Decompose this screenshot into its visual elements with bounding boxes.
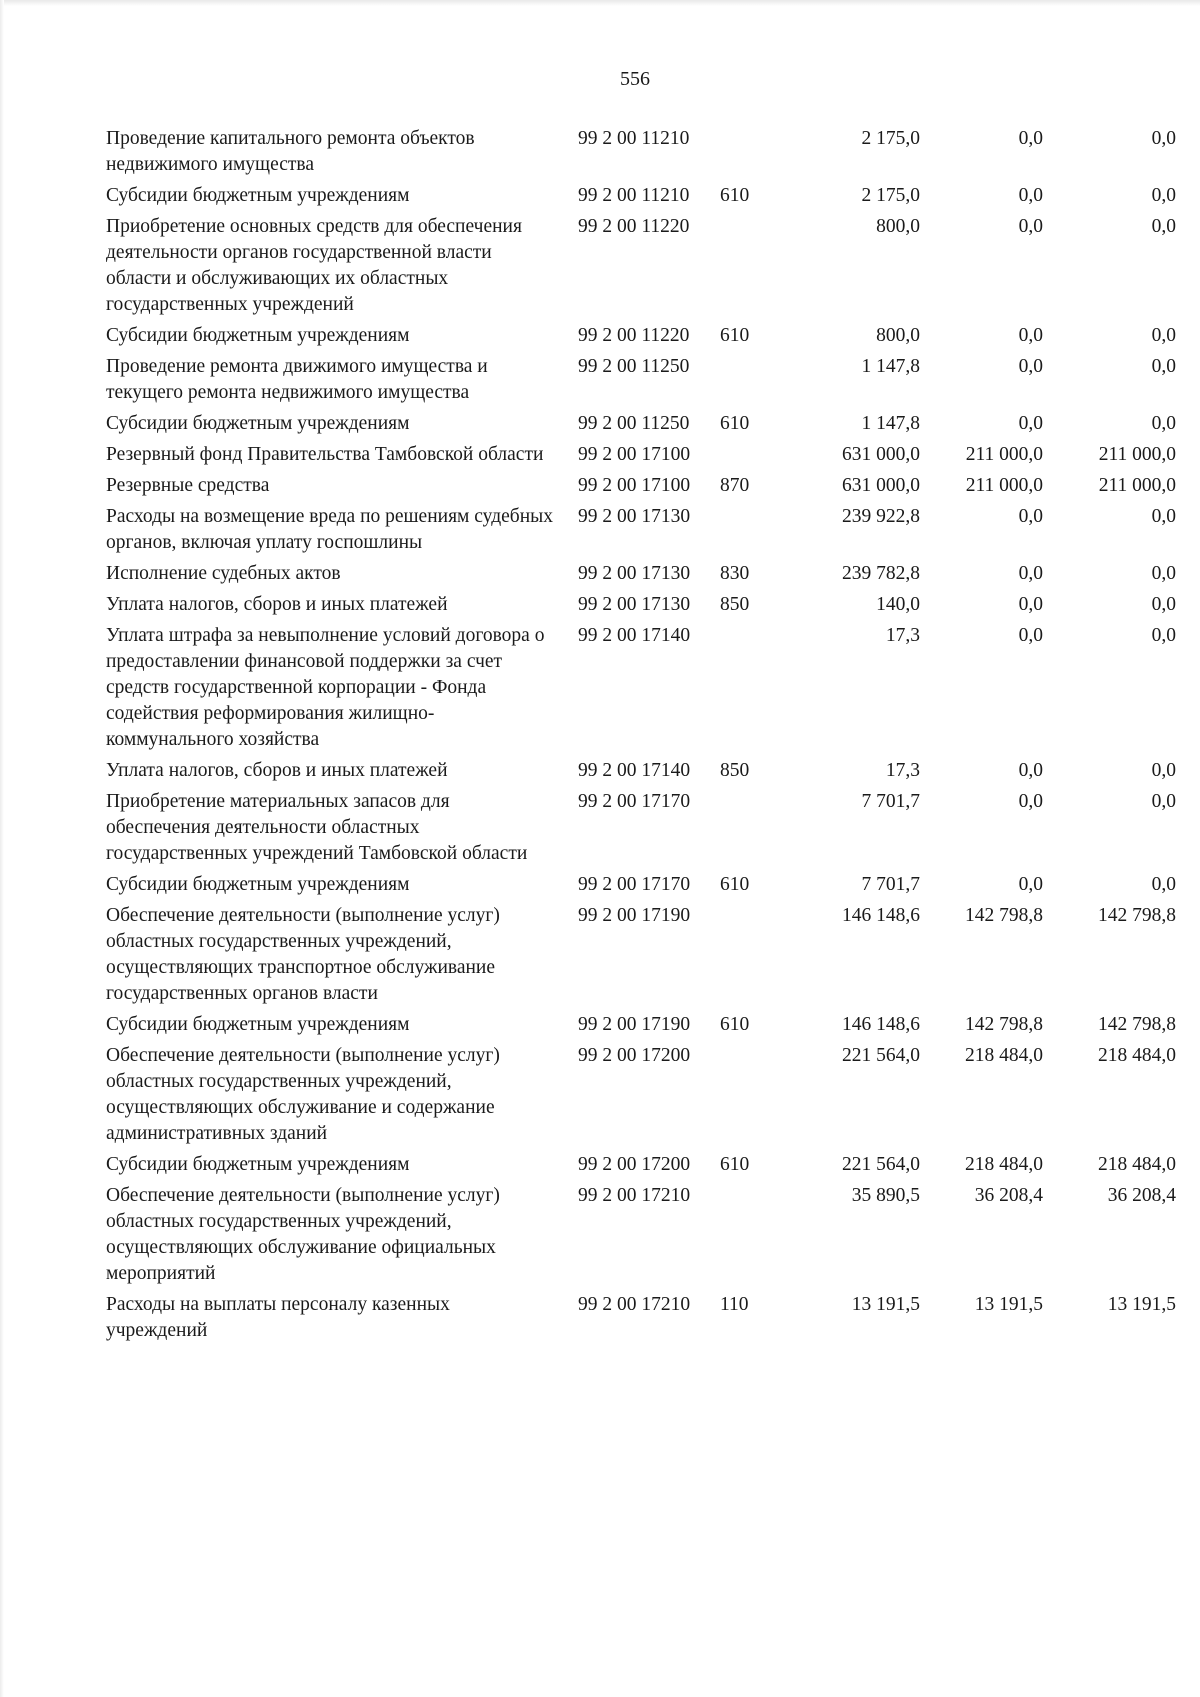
table-row bbox=[106, 504, 1176, 556]
row-expense-type: 610 bbox=[720, 1154, 750, 1175]
row-value-2: 142 798,8 bbox=[965, 1014, 1043, 1035]
row-name: Расходы на выплаты персоналу казенных учреждений bbox=[106, 1294, 450, 1341]
row-expense-type: 610 bbox=[720, 325, 750, 346]
row-expense-type: 870 bbox=[720, 475, 750, 496]
scan-edge-top bbox=[0, 0, 1200, 6]
row-value-1: 221 564,0 bbox=[842, 1154, 920, 1175]
row-code: 99 2 00 17140 bbox=[578, 625, 691, 646]
row-value-3: 218 484,0 bbox=[1098, 1045, 1176, 1066]
row-value-3: 0,0 bbox=[1151, 874, 1176, 895]
row-value-1: 2 175,0 bbox=[861, 185, 920, 206]
page-number: 556 bbox=[620, 68, 650, 90]
row-value-1: 17,3 bbox=[885, 625, 920, 646]
row-value-2: 142 798,8 bbox=[965, 905, 1043, 926]
row-name: Исполнение судебных актов bbox=[106, 563, 341, 584]
row-expense-type: 610 bbox=[720, 185, 750, 206]
row-name: Уплата штрафа за невыполнение условий договора о предоставлении финансовой поддержки за счет средств государственной корпорации - Фонда содействия реформирования жилищно-коммунального хозяйства bbox=[106, 625, 545, 750]
row-code: 99 2 00 11250 bbox=[578, 356, 690, 377]
row-value-2: 211 000,0 bbox=[965, 475, 1043, 496]
row-value-1: 1 147,8 bbox=[861, 356, 920, 377]
row-expense-type: 610 bbox=[720, 413, 750, 434]
row-value-2: 0,0 bbox=[1018, 325, 1043, 346]
row-name: Субсидии бюджетным учреждениям bbox=[106, 1014, 410, 1035]
row-value-3: 211 000,0 bbox=[1098, 475, 1176, 496]
row-value-2: 0,0 bbox=[1018, 563, 1043, 584]
table-row bbox=[106, 1043, 1176, 1147]
row-value-3: 0,0 bbox=[1151, 356, 1176, 377]
table-row bbox=[106, 623, 1176, 753]
row-name: Уплата налогов, сборов и иных платежей bbox=[106, 594, 448, 615]
row-code: 99 2 00 11220 bbox=[578, 325, 690, 346]
row-code: 99 2 00 17140 bbox=[578, 760, 691, 781]
row-code: 99 2 00 17210 bbox=[578, 1185, 691, 1206]
row-value-2: 0,0 bbox=[1018, 413, 1043, 434]
row-value-2: 218 484,0 bbox=[965, 1154, 1043, 1175]
row-code: 99 2 00 17170 bbox=[578, 791, 691, 812]
row-value-2: 0,0 bbox=[1018, 760, 1043, 781]
row-expense-type: 110 bbox=[720, 1294, 749, 1315]
row-code: 99 2 00 17130 bbox=[578, 563, 691, 584]
row-name: Субсидии бюджетным учреждениям bbox=[106, 185, 410, 206]
row-value-3: 0,0 bbox=[1151, 185, 1176, 206]
row-value-3: 142 798,8 bbox=[1098, 905, 1176, 926]
row-expense-type: 610 bbox=[720, 874, 750, 895]
row-value-3: 0,0 bbox=[1151, 791, 1176, 812]
row-name: Обеспечение деятельности (выполнение услуг) областных государственных учреждений, осуществляющих обслуживание официальных мероприятий bbox=[106, 1185, 500, 1284]
table-row bbox=[106, 323, 1176, 349]
row-name: Обеспечение деятельности (выполнение услуг) областных государственных учреждений, осуществляющих транспортное обслуживание государственных органов власти bbox=[106, 905, 500, 1004]
row-value-2: 36 208,4 bbox=[974, 1185, 1043, 1206]
row-value-1: 800,0 bbox=[876, 216, 920, 237]
table-row bbox=[106, 1152, 1176, 1178]
table-row bbox=[106, 872, 1176, 898]
row-name: Проведение ремонта движимого имущества и текущего ремонта недвижимого имущества bbox=[106, 356, 488, 403]
row-code: 99 2 00 17190 bbox=[578, 905, 691, 926]
row-value-3: 0,0 bbox=[1151, 563, 1176, 584]
table-row bbox=[106, 903, 1176, 1007]
row-value-2: 0,0 bbox=[1018, 128, 1043, 149]
row-value-1: 239 922,8 bbox=[842, 506, 920, 527]
row-value-2: 0,0 bbox=[1018, 625, 1043, 646]
row-value-3: 211 000,0 bbox=[1098, 444, 1176, 465]
row-name: Резервные средства bbox=[106, 475, 270, 496]
row-name: Субсидии бюджетным учреждениям bbox=[106, 1154, 410, 1175]
table-row bbox=[106, 126, 1176, 178]
table-row bbox=[106, 214, 1176, 318]
row-name: Приобретение основных средств для обеспечения деятельности органов государственной власти области и обслуживающих их областных государственных учреждений bbox=[106, 216, 522, 315]
row-value-1: 1 147,8 bbox=[861, 413, 920, 434]
row-value-1: 221 564,0 bbox=[842, 1045, 920, 1066]
row-code: 99 2 00 17190 bbox=[578, 1014, 691, 1035]
row-value-3: 36 208,4 bbox=[1107, 1185, 1176, 1206]
row-expense-type: 850 bbox=[720, 760, 750, 781]
table-row bbox=[106, 1292, 1176, 1344]
table-row bbox=[106, 473, 1176, 499]
row-name: Субсидии бюджетным учреждениям bbox=[106, 325, 410, 346]
row-name: Проведение капитального ремонта объектов недвижимого имущества bbox=[106, 128, 475, 175]
row-value-1: 7 701,7 bbox=[861, 791, 920, 812]
row-code: 99 2 00 17210 bbox=[578, 1294, 691, 1315]
row-value-2: 0,0 bbox=[1018, 791, 1043, 812]
row-code: 99 2 00 11210 bbox=[578, 128, 690, 149]
row-expense-type: 830 bbox=[720, 563, 750, 584]
row-value-1: 631 000,0 bbox=[842, 475, 920, 496]
row-value-2: 0,0 bbox=[1018, 185, 1043, 206]
row-name: Субсидии бюджетным учреждениям bbox=[106, 874, 410, 895]
row-value-2: 13 191,5 bbox=[974, 1294, 1043, 1315]
row-value-3: 0,0 bbox=[1151, 216, 1176, 237]
table-row bbox=[106, 561, 1176, 587]
row-name: Обеспечение деятельности (выполнение услуг) областных государственных учреждений, осуществляющих обслуживание и содержание административных зданий bbox=[106, 1045, 500, 1144]
row-code: 99 2 00 17100 bbox=[578, 444, 691, 465]
row-value-3: 0,0 bbox=[1151, 325, 1176, 346]
table-row bbox=[106, 183, 1176, 209]
table-row bbox=[106, 442, 1176, 468]
row-code: 99 2 00 11210 bbox=[578, 185, 690, 206]
row-code: 99 2 00 11220 bbox=[578, 216, 690, 237]
row-expense-type: 610 bbox=[720, 1014, 750, 1035]
row-value-1: 17,3 bbox=[885, 760, 920, 781]
row-value-1: 239 782,8 bbox=[842, 563, 920, 584]
row-name: Субсидии бюджетным учреждениям bbox=[106, 413, 410, 434]
table-row bbox=[106, 758, 1176, 784]
row-value-2: 211 000,0 bbox=[965, 444, 1043, 465]
row-name: Уплата налогов, сборов и иных платежей bbox=[106, 760, 448, 781]
budget-table bbox=[106, 126, 1176, 1349]
table-row bbox=[106, 411, 1176, 437]
row-code: 99 2 00 17200 bbox=[578, 1154, 691, 1175]
row-value-1: 146 148,6 bbox=[842, 1014, 920, 1035]
row-value-1: 631 000,0 bbox=[842, 444, 920, 465]
row-value-1: 2 175,0 bbox=[861, 128, 920, 149]
row-value-1: 800,0 bbox=[876, 325, 920, 346]
row-value-1: 35 890,5 bbox=[851, 1185, 920, 1206]
row-name: Приобретение материальных запасов для обеспечения деятельности областных государственных учреждений Тамбовской области bbox=[106, 791, 528, 864]
row-code: 99 2 00 11250 bbox=[578, 413, 690, 434]
row-name: Расходы на возмещение вреда по решениям судебных органов, включая уплату госпошлины bbox=[106, 506, 553, 553]
row-value-2: 0,0 bbox=[1018, 216, 1043, 237]
row-value-3: 0,0 bbox=[1151, 760, 1176, 781]
table-row bbox=[106, 789, 1176, 867]
table-row bbox=[106, 354, 1176, 406]
row-expense-type: 850 bbox=[720, 594, 750, 615]
table-row bbox=[106, 1012, 1176, 1038]
row-value-3: 13 191,5 bbox=[1107, 1294, 1176, 1315]
row-value-2: 0,0 bbox=[1018, 594, 1043, 615]
row-code: 99 2 00 17170 bbox=[578, 874, 691, 895]
row-value-2: 0,0 bbox=[1018, 506, 1043, 527]
row-value-1: 13 191,5 bbox=[851, 1294, 920, 1315]
row-value-3: 218 484,0 bbox=[1098, 1154, 1176, 1175]
row-value-3: 0,0 bbox=[1151, 413, 1176, 434]
row-value-2: 218 484,0 bbox=[965, 1045, 1043, 1066]
row-code: 99 2 00 17100 bbox=[578, 475, 691, 496]
row-value-3: 0,0 bbox=[1151, 625, 1176, 646]
row-value-3: 0,0 bbox=[1151, 506, 1176, 527]
row-value-1: 146 148,6 bbox=[842, 905, 920, 926]
row-value-1: 7 701,7 bbox=[861, 874, 920, 895]
row-name: Резервный фонд Правительства Тамбовской области bbox=[106, 444, 544, 465]
row-value-3: 0,0 bbox=[1151, 128, 1176, 149]
table-row bbox=[106, 1183, 1176, 1287]
row-value-3: 142 798,8 bbox=[1098, 1014, 1176, 1035]
row-value-3: 0,0 bbox=[1151, 594, 1176, 615]
table-row bbox=[106, 592, 1176, 618]
row-value-2: 0,0 bbox=[1018, 356, 1043, 377]
row-code: 99 2 00 17130 bbox=[578, 594, 691, 615]
row-value-2: 0,0 bbox=[1018, 874, 1043, 895]
scan-edge-left bbox=[0, 0, 4, 1697]
row-code: 99 2 00 17200 bbox=[578, 1045, 691, 1066]
row-code: 99 2 00 17130 bbox=[578, 506, 691, 527]
row-value-1: 140,0 bbox=[876, 594, 920, 615]
